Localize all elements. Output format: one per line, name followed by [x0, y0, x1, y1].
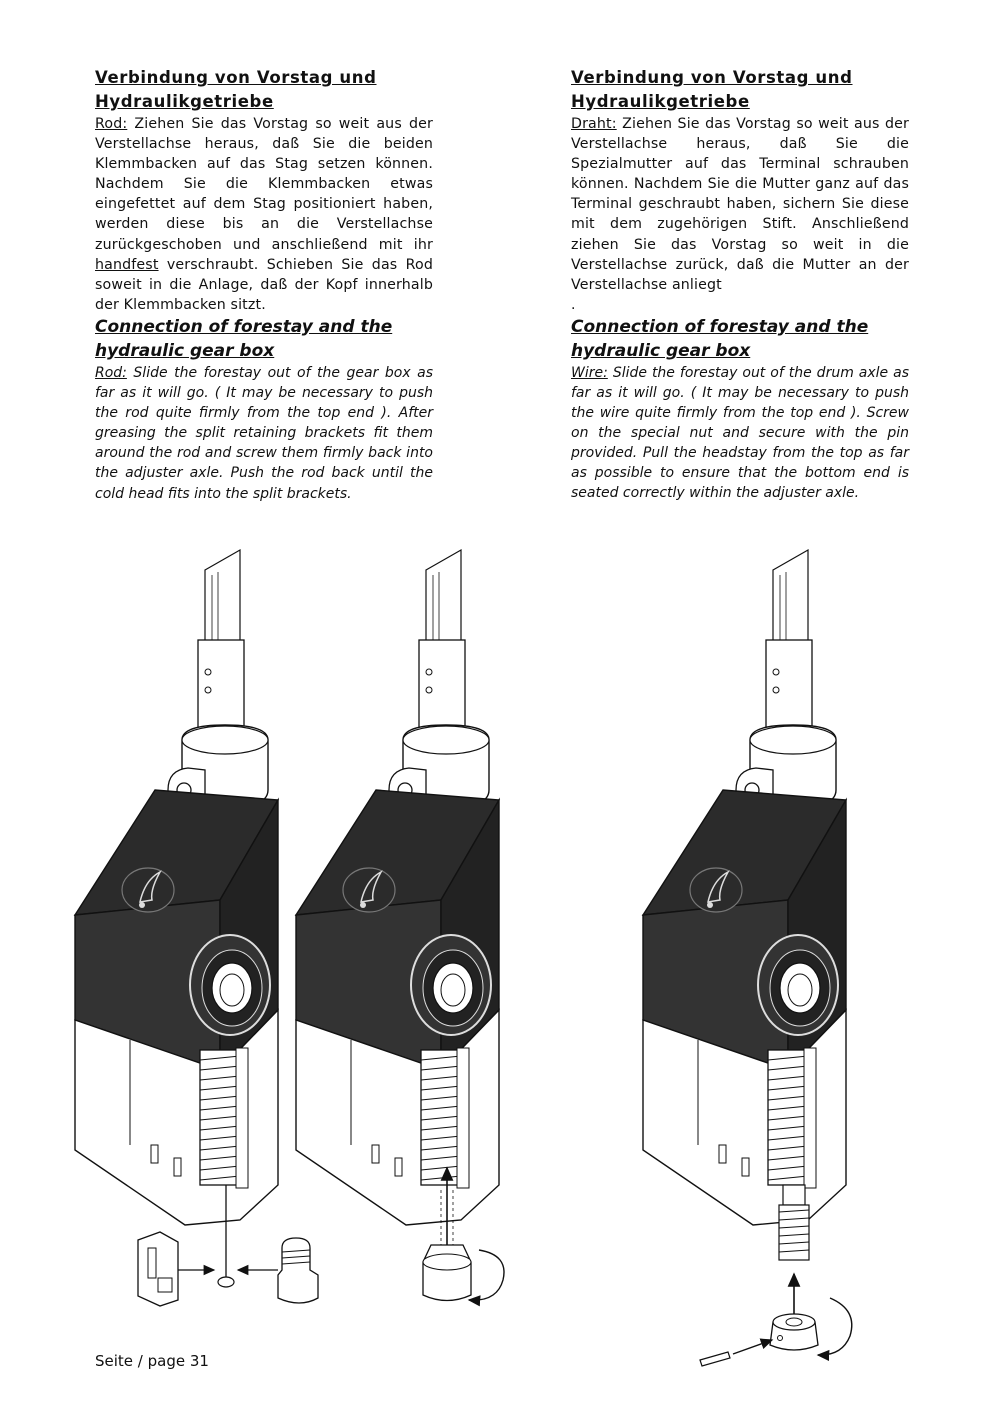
figure-wire-nut-pin	[643, 550, 852, 1366]
de-prefix-left: Rod:	[95, 116, 128, 132]
de-paragraph-right	[571, 114, 909, 295]
de-prefix-right: Draht:	[571, 116, 617, 132]
en-text-left: Slide the forestay out of the gear box as far as it will go. ( It may be necessary to push the rod quite firmly from the top end ). After greasing the split retaining brackets fit them around the rod and screw them firmly back into the adjuster axle. Push the rod back until the cold head fits into the split brackets.	[95, 364, 433, 502]
de-underlined-word: handfest	[95, 256, 159, 273]
en-heading-right: Connection of forestay and the hydraulic gear box	[571, 316, 869, 361]
de-paragraph-left	[95, 114, 433, 315]
en-paragraph-left	[95, 363, 433, 504]
en-prefix-left: Rod:	[95, 364, 127, 381]
stray-dot: .	[571, 296, 576, 313]
page-footer: Seite / page 31	[95, 1352, 209, 1370]
illustrations	[0, 530, 1000, 1370]
figure-rod-assembled	[296, 550, 504, 1301]
de-text-a-left: Ziehen Sie das Vorstag so weit aus der Verstellachse heraus, daß Sie die beiden Klemmbacken auf das Stag setzen können. Nachdem Sie die Klemmbacken etwas eingefettet auf dem Stag positioniert haben, werden diese bis an die Verstellachse zurückgeschoben und anschließend mit ihr	[95, 116, 433, 253]
figure-rod-split-brackets	[75, 550, 318, 1306]
de-text-b-left: verschraubt. Schieben Sie das Rod soweit in die Anlage, daß der Kopf innerhalb der Klemmbacken sitzt.	[95, 256, 433, 313]
left-column	[95, 66, 433, 504]
de-text-right: Ziehen Sie das Vorstag so weit aus der Verstellachse heraus, daß Sie die Spezialmutter auf das Terminal schrauben können. Nachdem Sie die Mutter ganz auf das Terminal geschraubt haben, sichern Sie diese mit dem zugehörigen Stift. Anschließend ziehen Sie das Vorstag so weit in die Verstellachse zurück, daß die Mutter an der Verstellachse anliegt	[571, 116, 909, 293]
en-prefix-right: Wire:	[571, 364, 608, 381]
de-heading-left: Verbindung von Vorstag und Hydraulikgetriebe	[95, 68, 377, 111]
right-column	[571, 66, 909, 504]
en-paragraph-right	[571, 363, 909, 504]
de-heading-right: Verbindung von Vorstag und Hydraulikgetriebe	[571, 68, 853, 111]
en-heading-left: Connection of forestay and the hydraulic gear box	[95, 316, 393, 361]
en-text-right: Slide the forestay out of the drum axle as far as it will go. ( It may be necessary to push the wire quite firmly from the top end ). Screw on the special nut and secure with the pin provided. Pull the headstay from the top as far as possible to ensure that the bottom end is seated correctly within the adjuster axle.	[571, 364, 910, 502]
